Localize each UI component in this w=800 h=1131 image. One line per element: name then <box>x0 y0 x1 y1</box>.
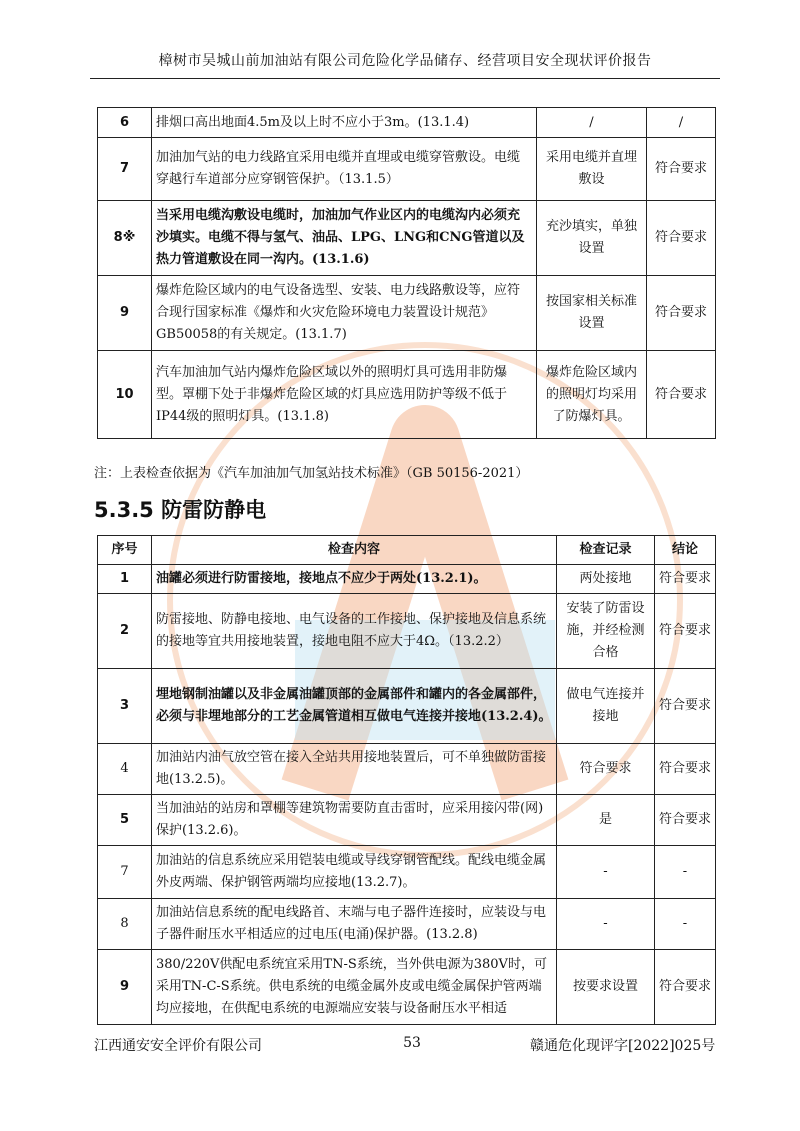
row-content: 加油加气站的电力线路宜采用电缆并直埋或电缆穿管敷设。电缆穿越行车道部分应穿钢管保护。（13.1.5） <box>152 138 537 201</box>
col-header-record: 检查记录 <box>557 536 655 565</box>
table-row <box>98 594 716 669</box>
row-record: 做电气连接并接地 <box>557 669 655 744</box>
row-content: 汽车加油加气站内爆炸危险区域以外的照明灯具可选用非防爆型。罩棚下处于非爆炸危险区域的灯具应选用防护等级不低于IP44级的照明灯具。(13.1.8) <box>152 351 537 439</box>
row-record: 是 <box>557 795 655 846</box>
row-number: 7 <box>98 138 152 201</box>
table-row <box>98 950 716 1025</box>
row-number: 1 <box>98 565 152 594</box>
row-result: 符合要求 <box>655 795 716 846</box>
row-number: 8 <box>98 899 152 950</box>
row-result: 符合要求 <box>655 744 716 795</box>
electrical-check-table <box>97 107 716 439</box>
row-record: 采用电缆并直埋敷设 <box>537 138 647 201</box>
footer-doc-code: 赣通危化现评字[2022]025号 <box>530 1038 716 1054</box>
row-record: 充沙填实，单独设置 <box>537 201 647 276</box>
row-number: 2 <box>98 594 152 669</box>
row-content: 加油站信息系统的配电线路首、末端与电子器件连接时，应装设与电子器件耐压水平相适应的过电压(电涌)保护器。(13.2.8) <box>152 899 557 950</box>
row-content: 排烟口高出地面4.5m及以上时不应小于3m。(13.1.4) <box>152 108 537 138</box>
row-result: 符合要求 <box>647 351 716 439</box>
row-record: / <box>537 108 647 138</box>
row-content: 油罐必须进行防雷接地，接地点不应少于两处(13.2.1)。 <box>152 565 557 594</box>
table-row <box>98 276 716 351</box>
col-header-content: 检查内容 <box>152 536 557 565</box>
row-content: 埋地钢制油罐以及非金属油罐顶部的金属部件和罐内的各金属部件，必须与非埋地部分的工艺金属管道相互做电气连接并接地(13.2.4)。 <box>152 669 557 744</box>
row-number: 7 <box>98 846 152 899</box>
row-content: 加油站内油气放空管在接入全站共用接地装置后，可不单独做防雷接地(13.2.5)。 <box>152 744 557 795</box>
row-record: - <box>557 899 655 950</box>
col-header-no: 序号 <box>98 536 152 565</box>
row-content: 当采用电缆沟敷设电缆时，加油加气作业区内的电缆沟内必须充沙填实。电缆不得与氢气、油品、LPG、LNG和CNG管道以及热力管道敷设在同一沟内。(13.1.6) <box>152 201 537 276</box>
table-row <box>98 669 716 744</box>
page-number: 53 <box>403 1035 421 1051</box>
row-result: 符合要求 <box>655 565 716 594</box>
table-row <box>98 744 716 795</box>
row-result: 符合要求 <box>655 594 716 669</box>
row-record: 爆炸危险区域内的照明灯均采用了防爆灯具。 <box>537 351 647 439</box>
header-rule <box>90 78 720 79</box>
table-row <box>98 351 716 439</box>
row-number: 9 <box>98 950 152 1025</box>
row-number: 6 <box>98 108 152 138</box>
row-number: 3 <box>98 669 152 744</box>
row-record: 安装了防雷设施，并经检测合格 <box>557 594 655 669</box>
footer-company: 江西通安安全评价有限公司 <box>94 1038 262 1054</box>
page-header-title: 樟树市吴城山前加油站有限公司危险化学品储存、经营项目安全现状评价报告 <box>158 53 652 69</box>
table-row <box>98 846 716 899</box>
row-result: - <box>655 899 716 950</box>
table-note: 注：上表检查依据为《汽车加油加气加氢站技术标准》（GB 50156-2021） <box>94 466 529 481</box>
row-result: 符合要求 <box>647 276 716 351</box>
row-record: - <box>557 846 655 899</box>
row-content: 当加油站的站房和罩棚等建筑物需要防直击雷时，应采用接闪带(网)保护(13.2.6)。 <box>152 795 557 846</box>
row-content: 防雷接地、防静电接地、电气设备的工作接地、保护接地及信息系统的接地等宜共用接地装置，接地电阻不应大于4Ω。（13.2.2） <box>152 594 557 669</box>
table-row <box>98 899 716 950</box>
table-row <box>98 201 716 276</box>
table-row <box>98 565 716 594</box>
row-result: 符合要求 <box>655 669 716 744</box>
row-number: 5 <box>98 795 152 846</box>
row-number: 4 <box>98 744 152 795</box>
row-record: 按国家相关标准设置 <box>537 276 647 351</box>
row-result: 符合要求 <box>647 138 716 201</box>
section-title: 5.3.5 防雷防静电 <box>94 498 267 522</box>
table-row <box>98 108 716 138</box>
row-result: 符合要求 <box>647 201 716 276</box>
row-result: - <box>655 846 716 899</box>
col-header-result: 结论 <box>655 536 716 565</box>
table-row <box>98 138 716 201</box>
row-record: 按要求设置 <box>557 950 655 1025</box>
row-number: 9 <box>98 276 152 351</box>
row-content: 380/220V供配电系统宜采用TN-S系统，当外供电源为380V时，可采用TN-C-S系统。供电系统的电缆金属外皮或电缆金属保护管两端均应接地，在供配电系统的电源端应安装与设备耐压水平相适 <box>152 950 557 1025</box>
row-content: 爆炸危险区域内的电气设备选型、安装、电力线路敷设等，应符合现行国家标准《爆炸和火灾危险环境电力装置设计规范》GB50058的有关规定。(13.1.7) <box>152 276 537 351</box>
lightning-check-table <box>97 535 716 1025</box>
row-result: / <box>647 108 716 138</box>
row-number: 8※ <box>98 201 152 276</box>
row-content: 加油站的信息系统应采用铠装电缆或导线穿钢管配线。配线电缆金属外皮两端、保护钢管两端均应接地(13.2.7)。 <box>152 846 557 899</box>
row-number: 10 <box>98 351 152 439</box>
table-row <box>98 795 716 846</box>
row-record: 两处接地 <box>557 565 655 594</box>
row-result: 符合要求 <box>655 950 716 1025</box>
row-record: 符合要求 <box>557 744 655 795</box>
